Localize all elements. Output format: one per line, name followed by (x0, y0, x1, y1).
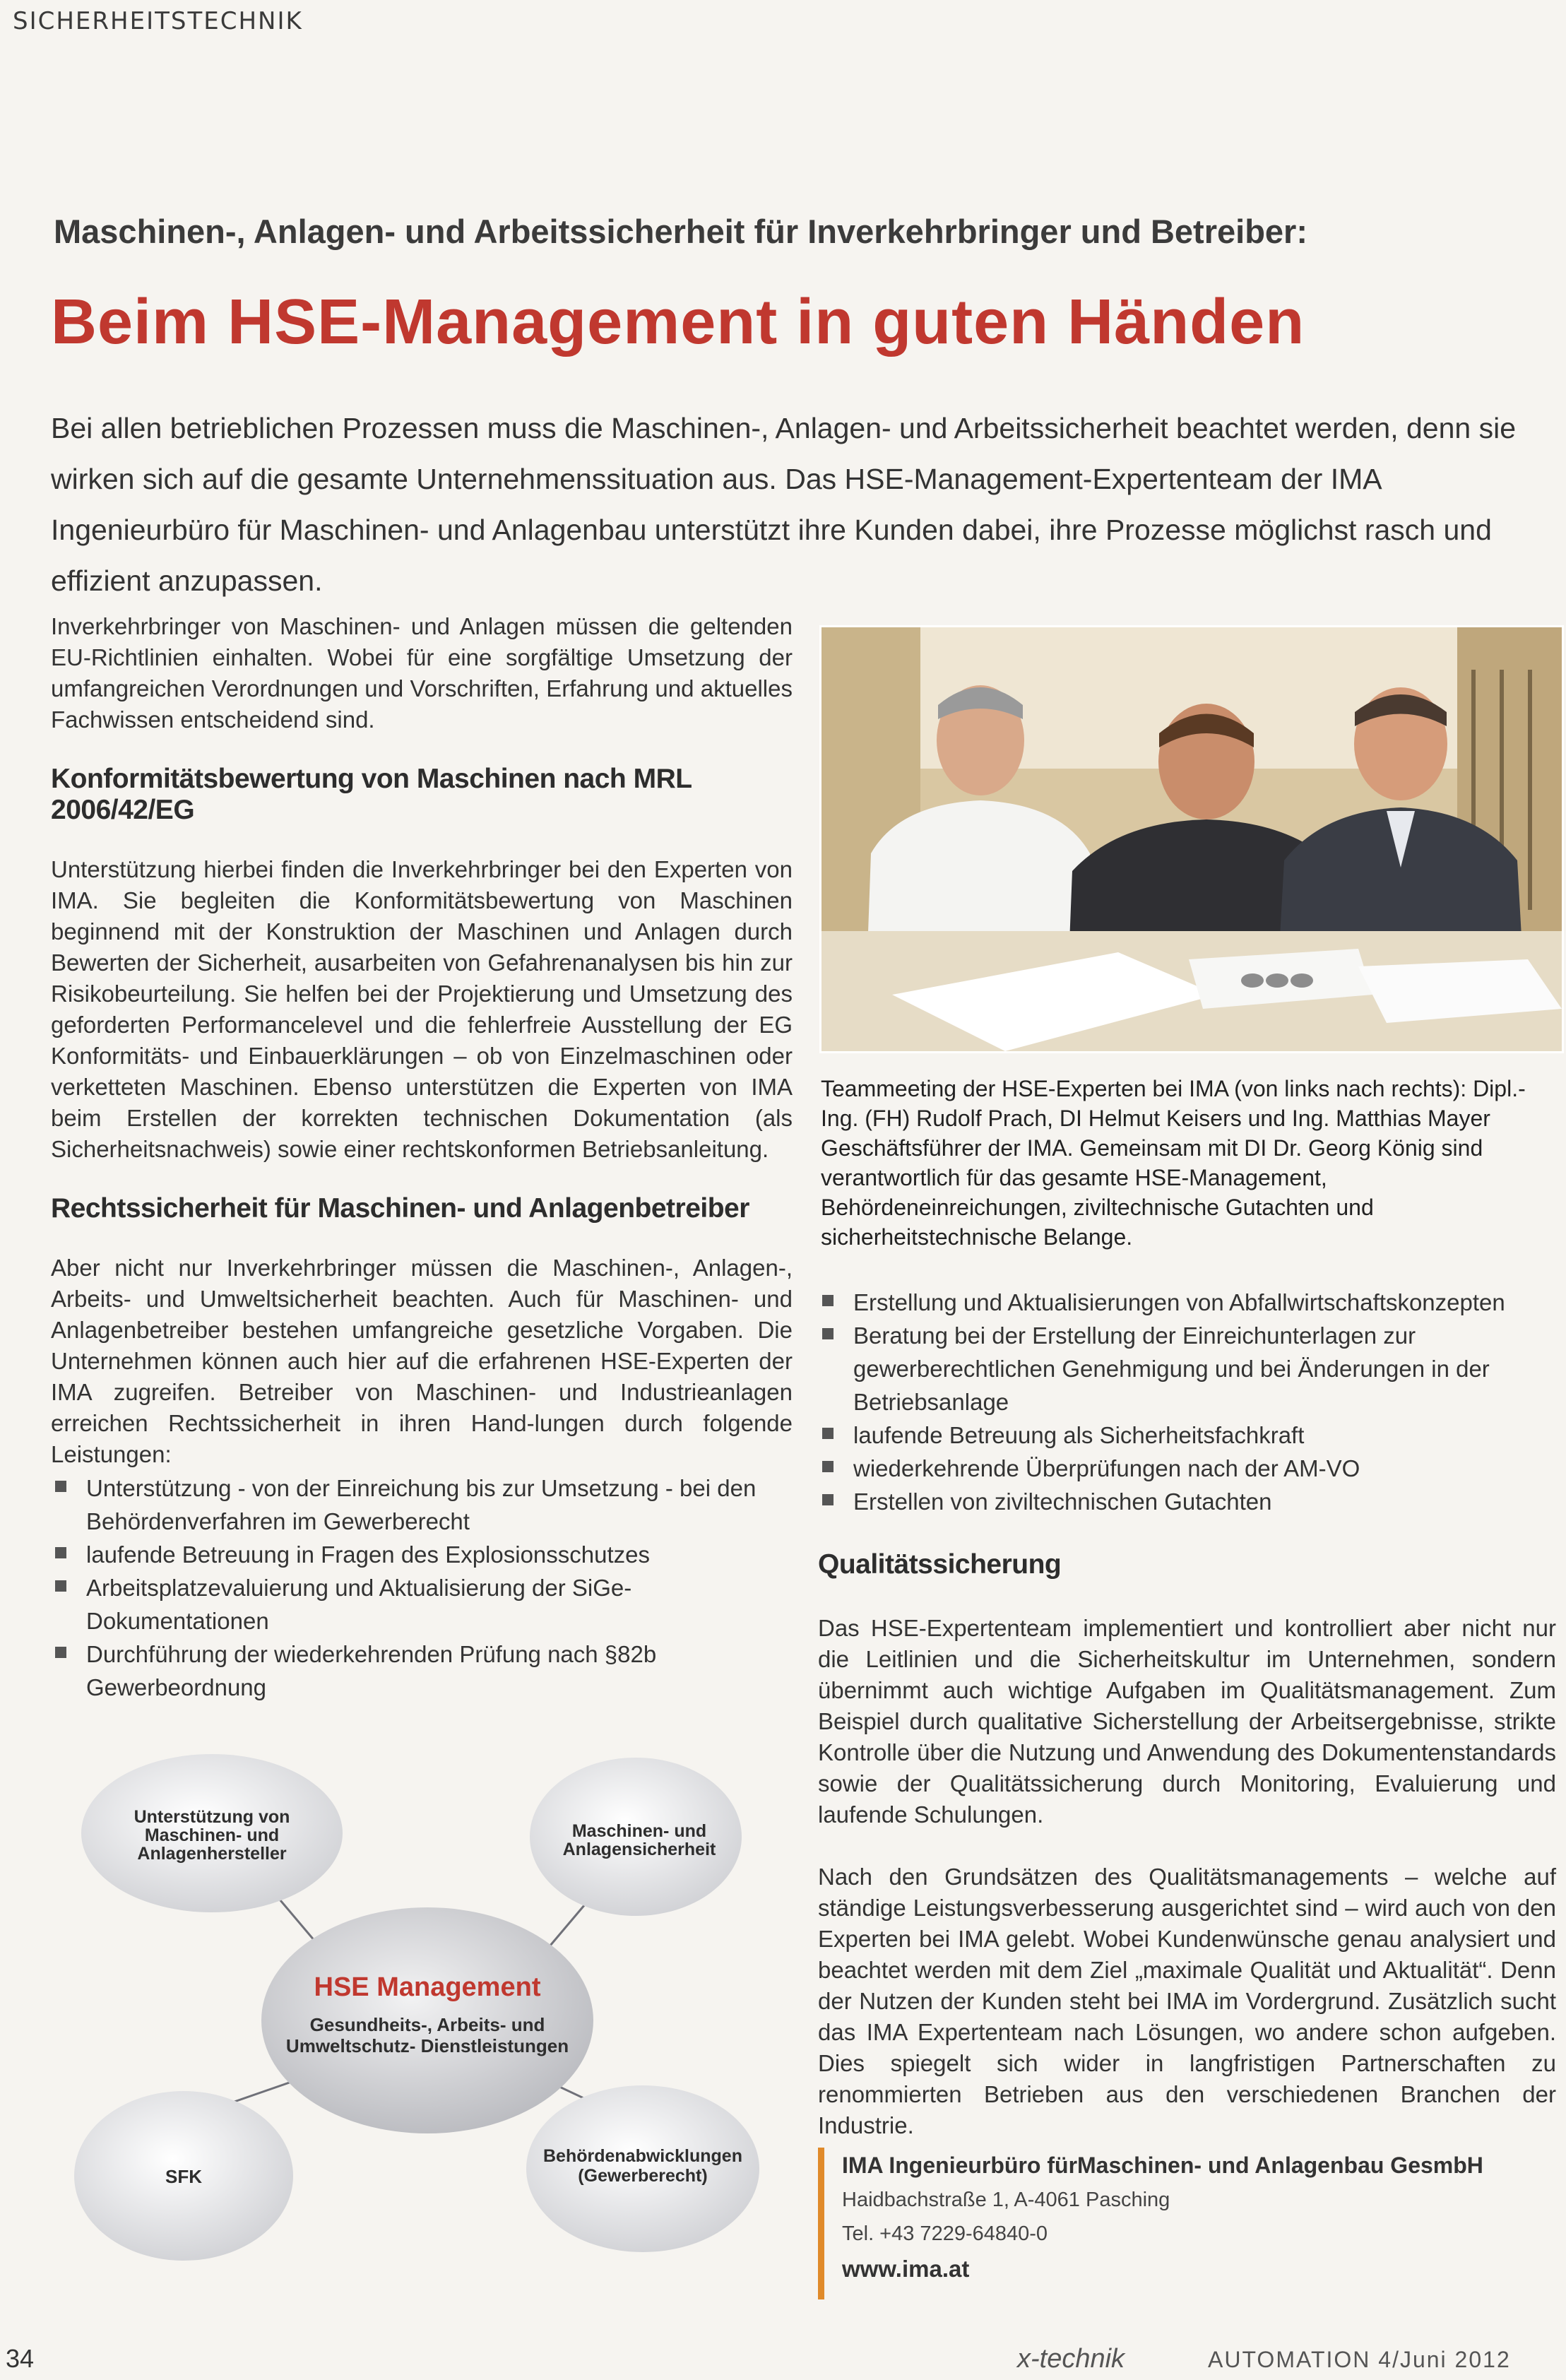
diagram-bl-label: SFK (165, 2166, 202, 2187)
subheading-quality: Qualitätssicherung (818, 1549, 1062, 1580)
bullet-square-icon (822, 1328, 834, 1339)
article-headline: Beim HSE-Management in guten Händen (51, 287, 1305, 357)
list-item: Durchführung der wiederkehrenden Prüfung nach §82b Gewerbeordnung (51, 1638, 793, 1704)
diagram-tr-line1: Maschinen- und (571, 1821, 707, 1841)
diagram-center-line2: Umweltschutz- Dienstleistungen (285, 2035, 569, 2056)
bullet-square-icon (55, 1547, 66, 1558)
list-item: laufende Betreuung als Sicherheitsfachkraft (818, 1419, 1556, 1452)
team-photo (819, 625, 1564, 1053)
quality-paragraph-2: Nach den Grundsätzen des Qualitätsmanagements – welche auf ständige Leistungsverbesserung ausgerichtet sind – wird auch von den Experten bei IMA gelebt. Wobei Kundenwünsche genau analysiert und beachtet werden mit dem Ziel „maximale Qualität und Aktualität“. Denn der Nutzen der Kunden steht bei IMA im Vordergrund. Zusätzlich sucht das IMA Expertenteam nach Lösungen, wo andere schon aufgeben. Dies spiegelt sich wider in langfristigen Partnerschaften zu renommierten Betrieben aus den verschiedenen Branchen der Industrie. (818, 1864, 1556, 2138)
subheading-legal-security: Rechtssicherheit für Maschinen- und Anlagenbetreiber (51, 1193, 749, 1224)
page-number: 34 (6, 2344, 35, 2373)
list-item: Erstellen von ziviltechnischen Gutachten (818, 1485, 1556, 1518)
list-item: Arbeitsplatzevaluierung und Aktualisierung der SiGe-Dokumentationen (51, 1571, 793, 1638)
list-item: laufende Betreuung in Fragen des Explosionsschutzes (51, 1538, 793, 1571)
bullet-square-icon (55, 1481, 66, 1492)
diagram-br-line1: Behördenabwicklungen (543, 2146, 742, 2166)
diagram-br-line2: (Gewerberecht) (578, 2166, 708, 2186)
left-column (51, 611, 793, 1704)
list-item: Erstellung und Aktualisierungen von Abfallwirtschaftskonzepten (818, 1286, 1556, 1319)
subheading-conformity: Konformitätsbewertung von Maschinen nach MRL 2006/42/EG (51, 764, 692, 825)
contact-website-link[interactable]: www.ima.at (842, 2256, 970, 2282)
bullet-square-icon (822, 1461, 834, 1472)
footer-issue: AUTOMATION 4/Juni 2012 (1208, 2347, 1511, 2372)
intro-paragraph: Inverkehrbringer von Maschinen- und Anlagen müssen die geltenden EU-Richtlinien einhalten. Wobei für eine sorgfältige Umsetzung der umfangreichen Verordnungen und Vorschriften, Erfahrung und aktuelles Fachwissen entscheidend sind. (51, 613, 793, 733)
article-lead: Bei allen betrieblichen Prozessen muss die Maschinen-, Anlagen- und Arbeitssicherheit beachtet werden, denn sie wirken sich auf die gesamte Unternehmenssituation aus. Das HSE-Management-Expertenteam der IMA Ingenieurbüro für Maschinen- und Anlagenbau unterstützt ihre Kunden dabei, ihre Prozesse möglichst rasch und effizient anzupassen. (51, 412, 1517, 597)
diagram-tr-line2: Anlagensicherheit (562, 1840, 716, 1859)
list-item: wiederkehrende Überprüfungen nach der AM-VO (818, 1452, 1556, 1485)
diagram-tl-line2: Maschinen- und (144, 1825, 280, 1845)
contact-company: IMA Ingenieurbüro fürMaschinen- und Anlagenbau GesmbH (842, 2153, 1483, 2178)
photo-caption: Teammeeting der HSE-Experten bei IMA (von links nach rechts): Dipl.-Ing. (FH) Rudolf Prach, DI Helmut Keisers und Ing. Matthias Mayer Geschäftsführer der IMA. Gemeinsam mit DI Dr. Georg König sind verantwortlich für das gesamte HSE-Management, Behördeneinreichungen, ziviltechnische Gutachten und sicherheitstechnische Belange. (821, 1076, 1526, 1250)
diagram-center-line1: Gesundheits-, Arbeits- und (309, 2014, 545, 2035)
conformity-paragraph: Unterstützung hierbei finden die Inverkehrbringer bei den Experten von IMA. Sie begleiten die Konformitätsbewertung von Maschinen beginnend mit der Konstruktion der Maschinen und Anlagen durch Bewerten der Sicherheit, ausarbeiten von Gefahrenanalysen bis hin zur Risikobeurteilung. Sie helfen bei der Projektierung und Umsetzung des geforderten Performancelevel und die fehlerfreie Ausstellung der EG Konformitäts- und Einbauerklärungen – ob von Einzelmaschinen oder verketteten Maschinen. Ebenso unterstützen die Experten von IMA beim Erstellen der korrekten technischen Dokumentation (als Sicherheitsnachweis) sowie einer rechtskonformen Betriebsanleitung. (51, 856, 793, 1162)
list-item: Beratung bei der Erstellung der Einreichunterlagen zur gewerberechtlichen Genehmigung und bei Änderungen in der Betriebsanlage (818, 1319, 1556, 1419)
bullet-square-icon (55, 1647, 66, 1658)
hse-diagram (42, 1724, 805, 2289)
contact-box (818, 2148, 1524, 2299)
left-bullet-list (51, 1472, 793, 1704)
section-tag: SICHERHEITSTECHNIK (13, 7, 303, 35)
bullet-square-icon (822, 1295, 834, 1306)
diagram-tl-line3: Anlagenhersteller (137, 1844, 287, 1864)
right-bullet-list (818, 1286, 1556, 1518)
footer-brand: x-technik (1017, 2344, 1125, 2374)
bullet-square-icon (822, 1428, 834, 1439)
legal-security-paragraph: Aber nicht nur Inverkehrbringer müssen die Maschinen-, Anlagen-, Arbeits- und Umweltsicherheit beachten. Auch für Maschinen- und Anlagenbetreiber bestehen umfangreiche gesetzliche Vorgaben. Die Unternehmen können auch hier auf die erfahrenen HSE-Experten der IMA zugreifen. Betreiber von Maschinen- und Industrieanlagen erreichen Rechtssicherheit in ihren Hand-lungen durch folgende Leistungen: (51, 1255, 793, 1467)
diagram-center-title: HSE Management (314, 1972, 541, 2002)
bullet-square-icon (822, 1494, 834, 1505)
list-item: Unterstützung - von der Einreichung bis zur Umsetzung - bei den Behördenverfahren im Gewerberecht (51, 1472, 793, 1538)
quality-paragraph-1: Das HSE-Expertenteam implementiert und kontrolliert aber nicht nur die Leitlinien und die Sicherheitskultur im Unternehmen, sondern übernimmt auch wichtige Aufgaben im Qualitätsmanagement. Zum Beispiel durch qualitative Sicherstellung der Arbeitsergebnisse, strikte Kontrolle über die Nutzung und Anwendung des Dokumentenstandards sowie der Qualitätssicherung durch Monitoring, Evaluierung und laufende Schulungen. (818, 1615, 1556, 1828)
diagram-tl-line1: Unterstützung von (134, 1807, 290, 1827)
contact-phone: Tel. +43 7229-64840-0 (842, 2222, 1048, 2245)
article-kicker: Maschinen-, Anlagen- und Arbeitssicherheit für Inverkehrbringer und Betreiber: (54, 213, 1307, 250)
contact-address: Haidbachstraße 1, A-4061 Pasching (842, 2189, 1170, 2211)
right-column (818, 1286, 1556, 2141)
bullet-square-icon (55, 1580, 66, 1592)
